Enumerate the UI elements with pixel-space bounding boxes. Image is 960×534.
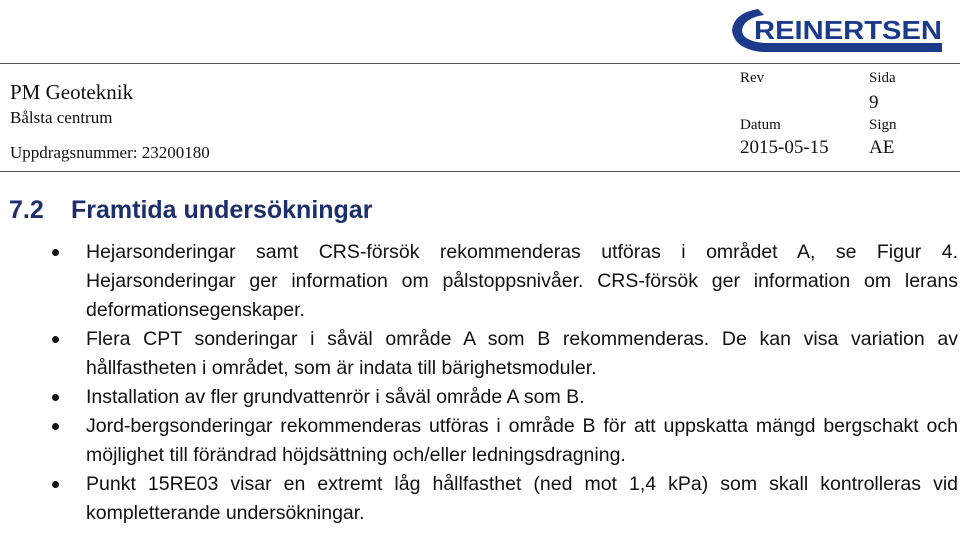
section-title: Framtida undersökningar — [71, 196, 373, 224]
sign-label: Sign — [869, 117, 897, 133]
section-number: 7.2 — [9, 196, 44, 224]
rev-label: Rev — [740, 70, 765, 86]
list-item: Flera CPT sonderingar i såväl område A som B rekommenderas. De kan visa variation av hållfastheten i området, som är indata till bärighetsmoduler. — [0, 325, 960, 383]
page-label: Sida — [869, 70, 896, 86]
assignment-number: Uppdragsnummer: 23200180 — [10, 143, 210, 162]
page-number: 9 — [869, 92, 879, 113]
section-heading — [9, 196, 372, 225]
list-item: Hejarsonderingar samt CRS-försök rekommenderas utföras i området A, se Figur 4. Hejarsonderingar ger information om pålstoppsnivåer. CRS-försök ger information om lerans deformationsegenskaper. — [0, 238, 960, 325]
list-item: Installation av fler grundvattenrör i såväl område A som B. — [0, 383, 960, 412]
project-location: Bålsta centrum — [10, 108, 113, 127]
date-value: 2015-05-15 — [740, 137, 829, 158]
list-item: Jord-bergsonderingar rekommenderas utföras i område B för att uppskatta mängd bergschakt och möjlighet till förändrad höjdsättning och/eller ledningsdragning. — [0, 412, 960, 470]
project-name: PM Geoteknik — [10, 80, 134, 104]
header-top-divider — [0, 63, 960, 64]
sign-value: AE — [869, 137, 895, 158]
recommendations-list — [0, 238, 960, 528]
logo-text: REINERTSEN — [754, 15, 942, 45]
header-bottom-divider — [0, 171, 960, 172]
list-item: Punkt 15RE03 visar en extremt låg hållfasthet (ned mot 1,4 kPa) som skall kontrolleras vid kompletterande undersökningar. — [0, 470, 960, 528]
date-label: Datum — [740, 117, 781, 133]
reinertsen-logo — [728, 3, 950, 57]
